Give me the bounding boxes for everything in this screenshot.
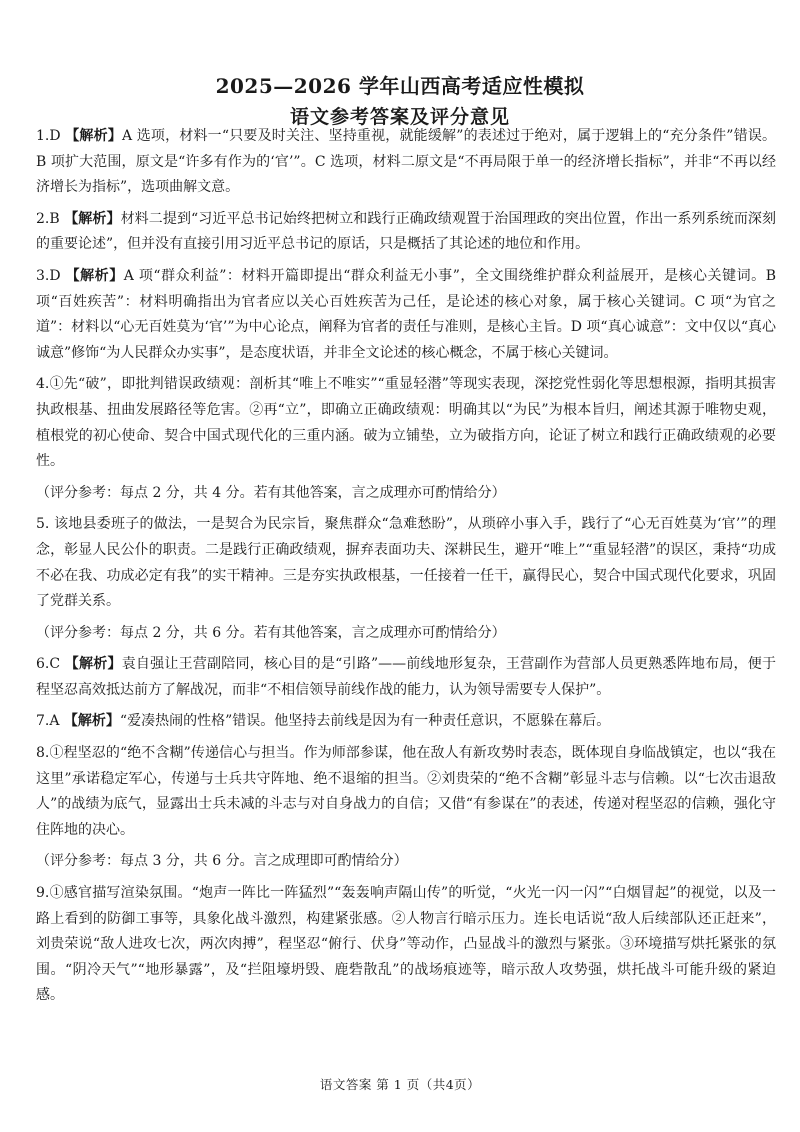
answer-text: ①先“破”，即批判错误政绩观：剖析其“唯上不唯实”“重显轻潜”等现实表现，深挖党性弱化等思想根源，指明其损害执政根基、扭曲发展路径等危害。②再“立”，即确立正确政绩观：明确其以“为民”为根本旨归，阐述其源于唯物史观，植根党的初心使命、契合中国式现代化的三重内涵。破为立铺垫，立为破指方向，论证了树立和践行正确政绩观的必要性。 bbox=[36, 376, 776, 470]
page-title: 2025—2026 学年山西高考适应性模拟 bbox=[215, 74, 585, 98]
answer-text: A 项“群众利益”：材料开篇即提出“群众利益无小事”，全文围绕维护群众利益展开，是核心关键词。B 项“百姓疾苦”：材料明确指出为官者应以关心百姓疾苦为己任，是论述的核心对象，属于核心关键词。C 项“为官之道”：材料以“心无百姓莫为‘官’”为中心论点，阐释为官者的责任与准则，是核心主旨。D 项“真心诚意”：文中仅以“真心诚意”修饰“为人民群众办实事”，是态度状语，并非全文论述的核心概念，不属于核心关键词。 bbox=[36, 267, 777, 361]
answer-item-2 bbox=[36, 207, 776, 258]
answer-list bbox=[36, 124, 776, 1015]
answer-item-8 bbox=[36, 741, 776, 843]
answer-number: 5. bbox=[36, 516, 50, 533]
scoring-note-8: （评分参考：每点 3 分，共 6 分。言之成理即可酌情给分） bbox=[36, 853, 408, 870]
answer-item-1 bbox=[36, 124, 776, 201]
answer-item-7 bbox=[36, 709, 776, 735]
analysis-tag: 【解析】 bbox=[65, 128, 122, 144]
page-subtitle: 语文参考答案及评分意见 bbox=[289, 106, 510, 128]
answer-text: ①感官描写渲染氛围。“炮声一阵比一阵猛烈”“轰轰响声隔山传”的听觉，“火光一闪一闪”“白烟冒起”的视觉，以及一路上看到的防御工事等，具象化战斗激烈，构建紧张感。②人物言行暗示压力。连长电话说“敌人后续部队还正赶来”，刘贵荣说“敌人进攻七次，两次肉搏”，程坚忍“俯行、伏身”等动作，凸显战斗的激烈与紧张。③环境描写烘托紧张的氛围。“阴冷天气”“地形暴露”，及“拦阻壕坍毁、鹿砦散乱”的战场痕迹等，暗示敌人攻势强，烘托战斗可能升级的紧迫感。 bbox=[36, 885, 776, 1004]
answer-item-6 bbox=[36, 652, 776, 703]
answer-number: 9. bbox=[36, 885, 50, 902]
answer-number: 2.B bbox=[36, 210, 60, 227]
analysis-tag: 【解析】 bbox=[63, 713, 120, 730]
answer-number: 3.D bbox=[36, 267, 61, 284]
answer-number: 7.A bbox=[36, 713, 60, 730]
analysis-tag: 【解析】 bbox=[65, 267, 124, 284]
scoring-note-5: （评分参考：每点 2 分，共 6 分。若有其他答案，言之成理亦可酌情给分） bbox=[36, 624, 506, 641]
answer-item-9 bbox=[36, 881, 776, 1009]
analysis-tag: 【解析】 bbox=[64, 210, 121, 227]
answer-text: 袁自强让王营副陪同，核心目的是“引路”——前线地形复杂，王营副作为营部人员更熟悉阵地布局，便于程坚忍高效抵达前方了解战况，而非“不相信领导前线作战的能力，认为领导需要专人保护”。 bbox=[36, 656, 777, 698]
answer-number: 4. bbox=[36, 376, 50, 393]
answer-text: 该地县委班子的做法，一是契合为民宗旨，聚焦群众“急难愁盼”，从琐碎小事入手，践行了“心无百姓莫为‘官’”的理念，彰显人民公仆的职责。二是践行正确政绩观，摒弃表面功夫、深耕民生，避开“唯上”“重显轻潜”的误区，秉持“功成不必在我、功成必定有我”的实干精神。三是夯实执政根基，一任接着一任干，赢得民心，契合中国式现代化要求，巩固了党群关系。 bbox=[36, 516, 777, 610]
answer-text: “爱凑热闹的性格”错误。他坚持去前线是因为有一种责任意识，不愿躲在幕后。 bbox=[119, 713, 611, 730]
answer-number: 1.D bbox=[36, 128, 61, 144]
answer-number: 8. bbox=[36, 745, 50, 762]
answer-text: ①程坚忍的“绝不含糊”传递信心与担当。作为师部参谋，他在敌人有新攻势时表态，既体现自身临战镇定，也以“我在这里”承诺稳定军心，传递与士兵共守阵地、绝不退缩的担当。②刘贵荣的“绝不含糊”彰显斗志与信赖。以“七次击退敌人”的战绩为底气，显露出士兵未减的斗志与对自身战力的自信；又借“有参谋在”的表述，传递对程坚忍的信赖，强化守住阵地的决心。 bbox=[36, 745, 776, 838]
page-footer: 语文答案 第 1 页（共4页） bbox=[319, 1077, 481, 1092]
scoring-note-4: （评分参考：每点 2 分，共 4 分。若有其他答案，言之成理亦可酌情给分） bbox=[36, 484, 506, 501]
answer-item-4 bbox=[36, 372, 776, 474]
answer-text: 材料二提到“习近平总书记始终把树立和践行正确政绩观置于治国理政的突出位置，作出一系列系统而深刻的重要论述”，但并没有直接引用习近平总书记的原话，只是概括了其论述的地位和作用。 bbox=[36, 210, 777, 253]
answer-text: A 选项，材料一“只要及时关注、坚持重视，就能缓解”的表述过于绝对，属于逻辑上的“充分条件”错误。B 项扩大范围，原文是“许多有作为的‘官’”。C 选项，材料二原文是“不再局限于单一的经济增长指标”，并非“不再以经济增长为指标”，选项曲解文意。 bbox=[36, 128, 777, 196]
analysis-tag: 【解析】 bbox=[64, 656, 122, 673]
answer-item-3 bbox=[36, 264, 776, 366]
answer-item-5 bbox=[36, 512, 776, 614]
answer-number: 6.C bbox=[36, 656, 61, 673]
